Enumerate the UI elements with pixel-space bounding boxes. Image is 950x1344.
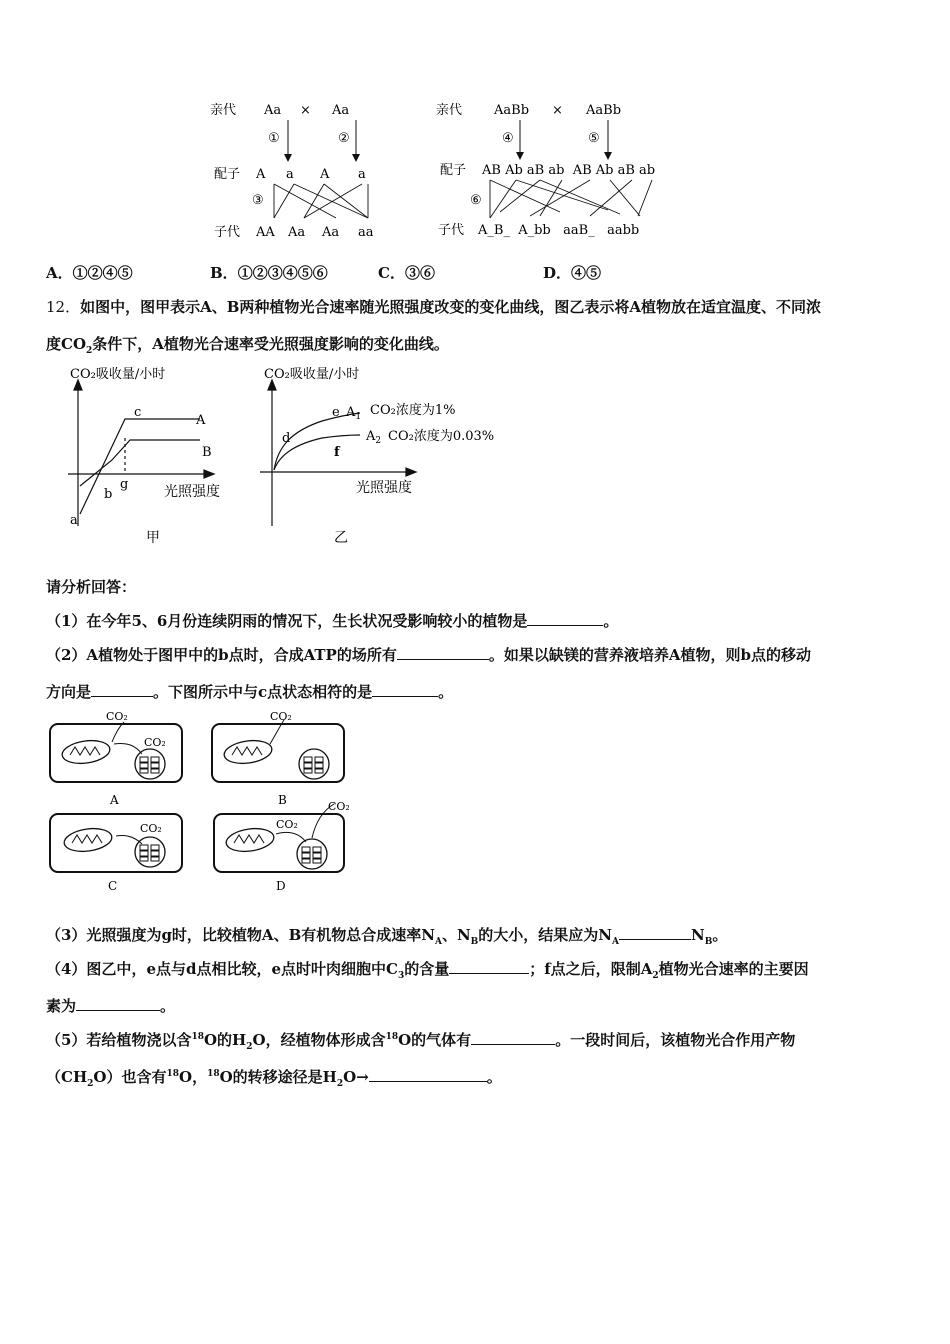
q4-text-a: （4）图乙中，e点与d点相比较，e点时叶肉细胞中C: [46, 960, 398, 978]
q1-end: 。: [603, 612, 619, 630]
step-4-label: ④: [502, 131, 514, 146]
left-gametes-label: 配子: [214, 167, 241, 182]
q4-end: 。: [160, 997, 176, 1015]
right-gametes-label: 配子: [440, 163, 467, 178]
option-a[interactable]: [46, 262, 133, 283]
q3-end: 。: [712, 926, 728, 944]
yi-label-e: e: [332, 405, 340, 420]
q-intro: [46, 576, 136, 597]
jia-label-g: g: [120, 477, 129, 492]
yi-label-A1-conc: CO₂浓度为1%: [370, 403, 456, 418]
option-b-text: ①②③④⑤⑥: [237, 264, 328, 282]
left-offspring-4: aa: [358, 225, 374, 240]
q-intro-text: 请分析回答：: [46, 578, 137, 596]
left-offspring-3: Aa: [322, 225, 340, 240]
q3-line: [46, 924, 727, 947]
arrow-2-head: [352, 154, 360, 162]
q3-text-d: N: [690, 926, 705, 944]
cell-A: [50, 710, 182, 807]
right-parent-1: AaBb: [494, 103, 530, 118]
yi-label-A2-sub: 2: [375, 436, 382, 446]
q5-blank-1[interactable]: [471, 1030, 555, 1045]
step-2-label: ②: [338, 131, 350, 146]
right-offspring: A_B_ A_bb aaB_ aabb: [478, 223, 640, 238]
q5-text-i: O的转移途径是H: [219, 1068, 337, 1086]
q4-blank-2[interactable]: [76, 996, 160, 1011]
q12-stem-line-2: [46, 333, 449, 356]
left-offspring-1: AA: [256, 225, 275, 240]
left-offspring-label: 子代: [214, 225, 241, 240]
q12-text-2b: 条件下，A植物光合速率受光照强度影响的变化曲线。: [92, 335, 449, 353]
q12-co2-sub: 2: [86, 346, 93, 356]
cell-D-co2-inner: CO₂: [276, 818, 298, 831]
right-gametes: AB Ab aB ab AB Ab aB ab: [482, 163, 656, 178]
option-b-letter: B．: [210, 264, 238, 282]
q12-stem-line-1: [46, 296, 821, 317]
option-d-text: ④⑤: [571, 264, 602, 282]
yi-label-A2: [365, 429, 381, 446]
q3-sub-a1: A: [434, 937, 442, 947]
q2-blank-2[interactable]: [91, 682, 153, 697]
cell-D-label: D: [276, 879, 286, 893]
yi-label-A2-conc: CO₂浓度为0.03%: [388, 429, 495, 444]
left-parents-label: 亲代: [210, 103, 237, 118]
q4-sub-2: 2: [652, 971, 659, 981]
q5-line-1: [46, 1029, 795, 1052]
q4-text-d: 植物光合速率的主要因: [658, 960, 809, 978]
right-cross: ×: [552, 103, 563, 118]
right-parent-2: AaBb: [586, 103, 622, 118]
left-gamete-1: A: [256, 167, 266, 182]
step-5-label: ⑤: [588, 131, 600, 146]
q2-text-c: 方向是: [46, 683, 92, 701]
yi-xlabel: 光照强度: [356, 480, 412, 496]
arrow-5-head: [604, 152, 612, 160]
q3-sub-a2: A: [612, 937, 619, 947]
q5-sub-1: 2: [246, 1042, 253, 1052]
cell-A-label: A: [110, 793, 119, 807]
q5-text-j: O→: [343, 1068, 369, 1086]
q5-sup-3: 18: [166, 1069, 179, 1079]
q4-line-1: [46, 958, 809, 981]
left-gamete-4: a: [358, 167, 366, 182]
q2-line-1: [46, 644, 811, 665]
option-c-letter: C．: [378, 264, 405, 282]
cell-A-co2-inner: CO₂: [144, 736, 166, 749]
jia-label-a: a: [70, 513, 78, 528]
q2-text-a: （2）A植物处于图甲中的b点时，合成ATP的场所有: [46, 646, 397, 664]
yi-label-A1-sub: 1: [355, 412, 362, 422]
option-a-letter: A．: [46, 264, 73, 282]
q3-text-b: 、N: [441, 926, 471, 944]
jia-curve-b: [80, 440, 200, 486]
q5-text-g: O）也含有: [93, 1068, 167, 1086]
q3-sub-b1: B: [470, 937, 479, 947]
yi-label-A1: [345, 405, 361, 422]
right-offspring-label: 子代: [438, 223, 465, 238]
q2-blank-1[interactable]: [397, 645, 489, 660]
cell-B: [212, 710, 344, 807]
q4-text-b: 的含量: [404, 960, 450, 978]
jia-label-b: b: [104, 487, 113, 502]
yi-caption: 乙: [334, 530, 348, 546]
step-1-label: ①: [268, 131, 280, 146]
yi-ylabel: CO₂吸收量/小时: [264, 367, 360, 382]
q12-number: 12．: [46, 298, 81, 316]
q2-end: 。: [438, 683, 454, 701]
cell-C-label: C: [108, 879, 118, 893]
q5-text-e: 。一段时间后，该植物光合作用产物: [555, 1031, 796, 1049]
yi-label-d: d: [282, 431, 291, 446]
q4-line-2: [46, 995, 175, 1016]
q3-text-c: 的大小，结果应为N: [478, 926, 612, 944]
jia-ylabel: CO₂吸收量/小时: [70, 367, 166, 382]
jia-caption: 甲: [146, 530, 160, 546]
left-parent-1: Aa: [264, 103, 282, 118]
q12-text-1: 如图中，图甲表示A、B两种植物光合速率随光照强度改变的变化曲线，图乙表示将A植物放在适宜温度、不同浓: [80, 298, 822, 316]
q5-line-2: [46, 1066, 502, 1089]
q4-blank-1[interactable]: [449, 959, 529, 974]
left-cross-lines: [274, 184, 368, 218]
chart-yi: [252, 366, 542, 546]
q5-sub-3: 2: [336, 1079, 344, 1089]
left-gamete-3: A: [320, 167, 330, 182]
q5-text-d: O的气体有: [398, 1031, 472, 1049]
q5-sup-2: 18: [385, 1032, 399, 1042]
q5-sup-1: 18: [191, 1032, 204, 1042]
step-6-label: ⑥: [470, 193, 482, 208]
left-parent-2: Aa: [332, 103, 350, 118]
right-parents-label: 亲代: [436, 103, 463, 118]
jia-label-B: B: [202, 445, 212, 460]
q5-sup-4: 18: [207, 1069, 220, 1079]
q3-sub-b2: B: [704, 937, 713, 947]
q12-text-2a: 度CO: [46, 335, 87, 353]
cell-diagrams: [44, 706, 374, 896]
cell-D: [214, 800, 350, 893]
yi-label-A1-letter: A: [346, 405, 356, 420]
q1-blank[interactable]: [527, 611, 603, 626]
q2-text-b: 。如果以缺镁的营养液培养A植物，则b点的移动: [488, 646, 811, 664]
chart-jia: [60, 366, 250, 546]
q5-blank-2[interactable]: [369, 1067, 487, 1082]
yi-label-f: f: [334, 445, 340, 460]
q2-blank-3[interactable]: [372, 682, 438, 697]
q5-text-a: （5）若给植物浇以含: [46, 1031, 192, 1049]
q4-text-e: 素为: [46, 997, 77, 1015]
genetics-diagram: [200, 92, 680, 242]
option-a-text: ①②④⑤: [72, 264, 133, 282]
option-c-text: ③⑥: [404, 264, 435, 282]
q1-text: （1）在今年5、6月份连续阴雨的情况下，生长状况受影响较小的植物是: [46, 612, 528, 630]
q3-text-a: （3）光照强度为g时，比较植物A、B有机物总合成速率N: [46, 926, 435, 944]
left-offspring-2: Aa: [288, 225, 306, 240]
cell-C: [50, 814, 182, 893]
jia-xlabel: 光照强度: [164, 484, 220, 500]
q1-line: [46, 610, 618, 631]
q3-blank[interactable]: [619, 925, 691, 940]
yi-x-arrow: [406, 468, 416, 476]
left-cross: ×: [300, 103, 311, 118]
q4-sub-3: 3: [397, 971, 405, 981]
q2-text-d: 。下图所示中与c点状态相符的是: [153, 683, 373, 701]
q5-end: 。: [486, 1068, 502, 1086]
q5-text-h: O，: [179, 1068, 208, 1086]
q5-text-c: O，经植物体形成含: [252, 1031, 386, 1049]
arrow-1-head: [284, 154, 292, 162]
q5-text-b: O的H: [203, 1031, 247, 1049]
q5-sub-2: 2: [87, 1079, 94, 1089]
yi-label-A2-letter: A: [366, 429, 376, 444]
q4-text-c: ；f点之后，限制A: [529, 960, 653, 978]
option-d[interactable]: [543, 262, 601, 283]
q5-text-f: （CH: [46, 1068, 88, 1086]
cell-D-co2-outer: CO₂: [328, 800, 350, 813]
arrow-4-head: [516, 152, 524, 160]
cell-A-co2-top: CO₂: [106, 710, 128, 723]
cell-B-label: B: [278, 793, 287, 807]
right-cross-lines: [490, 180, 652, 218]
step-3-label: ③: [252, 193, 264, 208]
option-d-letter: D．: [543, 264, 572, 282]
cell-C-co2: CO₂: [140, 822, 162, 835]
left-gamete-2: a: [286, 167, 294, 182]
cell-B-co2: CO₂: [270, 710, 292, 723]
q2-line-2: [46, 681, 453, 702]
option-c[interactable]: [378, 262, 435, 283]
jia-label-c: c: [134, 405, 142, 420]
jia-x-arrow: [204, 470, 214, 478]
option-b[interactable]: [210, 262, 328, 283]
jia-label-A: A: [196, 413, 206, 428]
